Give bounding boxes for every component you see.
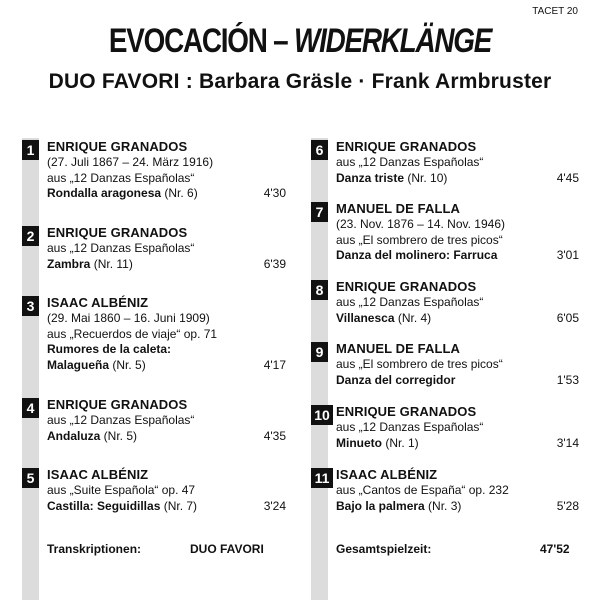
piece-line [47, 429, 286, 445]
piece-line [47, 499, 286, 515]
piece-title: Minueto [336, 435, 382, 450]
piece-line [336, 436, 579, 452]
composer: ENRIQUE GRANADOS [47, 225, 188, 240]
track-duration: 3'01 [556, 248, 579, 262]
piece-number: (Nr. 11) [90, 256, 133, 271]
composer: ENRIQUE GRANADOS [47, 139, 188, 154]
track-duration: 4'17 [263, 357, 286, 372]
piece-number: (Nr. 5) [100, 428, 138, 443]
track-duration: 4'30 [263, 186, 286, 200]
track-duration: 4'45 [556, 170, 579, 185]
composer: MANUEL DE FALLA [336, 341, 461, 356]
track-duration: 6'05 [556, 310, 579, 325]
piece-line [336, 248, 579, 264]
composer: ISAAC ALBÉNIZ [336, 467, 438, 482]
piece-number: (Nr. 5) [109, 357, 146, 372]
composer-dates: (23. Nov. 1876 – 14. Nov. 1946) [336, 217, 505, 231]
composer: MANUEL DE FALLA [336, 201, 461, 216]
piece-title: Rondalla aragonesa [47, 186, 162, 200]
total-time-label: Gesamtspielzeit: [336, 542, 432, 556]
source-work: aus „12 Danzas Españolas“ [336, 155, 484, 169]
piece-number: (Nr. 7) [160, 498, 198, 513]
piece-title: Danza del molinero: Farruca [336, 248, 498, 262]
track-duration: 3'24 [263, 498, 286, 513]
tracklist-right-column [311, 138, 579, 600]
source-work: aus „El sombrero de tres picos“ [336, 357, 503, 371]
track-duration: 4'35 [263, 428, 286, 443]
track-number: 7 [311, 202, 328, 222]
piece-number: (Nr. 10) [404, 170, 448, 185]
transcriptions-label: Transkriptionen: [47, 542, 142, 556]
total-time-value: 47'52 [540, 542, 570, 556]
piece-title: Danza del corregidor [336, 372, 456, 387]
piece-line [336, 373, 579, 389]
track-number: 11 [311, 468, 333, 488]
column-bar [22, 138, 39, 600]
track-number: 4 [22, 398, 39, 418]
piece-title: Bajo la palmera [336, 498, 425, 513]
source-work: aus „12 Danzas Españolas“ [47, 413, 195, 427]
piece-line [47, 257, 286, 273]
track-duration: 3'14 [556, 435, 579, 450]
transcriptions-value: DUO FAVORI [190, 542, 264, 556]
composer: ENRIQUE GRANADOS [336, 404, 477, 419]
piece-title: Villanesca [336, 310, 395, 325]
piece-title: Castilla: Seguidillas [47, 498, 161, 513]
title-german: WIDERKLÄNGE [293, 22, 492, 60]
composer: ENRIQUE GRANADOS [336, 139, 477, 154]
piece-title: Andaluza [47, 428, 101, 443]
album-title [54, 22, 546, 61]
piece-title-line1: Rumores de la caleta: [47, 342, 172, 356]
source-work: aus „12 Danzas Españolas“ [47, 241, 195, 255]
source-work: aus „12 Danzas Españolas“ [47, 170, 195, 185]
track-number: 3 [22, 296, 39, 316]
track-number: 6 [311, 140, 328, 160]
piece-number: (Nr. 1) [382, 435, 419, 450]
piece-title: Danza triste [336, 170, 405, 185]
catalog-number: TACET 20 [532, 6, 578, 17]
track-number: 9 [311, 342, 328, 362]
composer-dates: (29. Mai 1860 – 16. Juni 1909) [47, 311, 210, 325]
track-duration: 6'39 [263, 256, 286, 271]
composer: ISAAC ALBÉNIZ [47, 467, 149, 482]
track-number: 8 [311, 280, 328, 300]
source-work: aus „Recuerdos de viaje“ op. 71 [47, 326, 218, 341]
piece-line [336, 171, 579, 187]
piece-title: Malagueña [47, 357, 110, 372]
composer: ENRIQUE GRANADOS [47, 397, 188, 412]
track-duration: 1'53 [556, 372, 579, 387]
track-number: 1 [22, 140, 39, 160]
composer: ENRIQUE GRANADOS [336, 279, 477, 294]
composer: ISAAC ALBÉNIZ [47, 295, 149, 310]
source-work: aus „12 Danzas Españolas“ [336, 295, 484, 309]
source-work: aus „12 Danzas Españolas“ [336, 420, 484, 434]
source-work: aus „Cantos de España“ op. 232 [336, 483, 509, 497]
piece-line [336, 499, 579, 515]
title-spanish: EVOCACIÓN – [108, 22, 294, 60]
source-work: aus „El sombrero de tres picos“ [336, 232, 503, 247]
piece-line [47, 186, 286, 202]
tracklist-left-column [22, 138, 286, 600]
piece-number: (Nr. 3) [424, 498, 462, 513]
track-number: 2 [22, 226, 39, 246]
piece-line [47, 358, 286, 374]
piece-number: (Nr. 4) [394, 310, 432, 325]
piece-line [336, 311, 579, 327]
track-duration: 5'28 [556, 498, 579, 513]
track-number: 10 [311, 405, 333, 425]
source-work: aus „Suite Española“ op. 47 [47, 483, 196, 497]
piece-number: (Nr. 6) [161, 186, 198, 200]
piece-title: Zambra [47, 256, 91, 271]
composer-dates: (27. Juli 1867 – 24. März 1916) [47, 155, 214, 169]
performers-line: DUO FAVORI : Barbara Gräsle · Frank Armbruster [48, 70, 552, 93]
track-number: 5 [22, 468, 39, 488]
